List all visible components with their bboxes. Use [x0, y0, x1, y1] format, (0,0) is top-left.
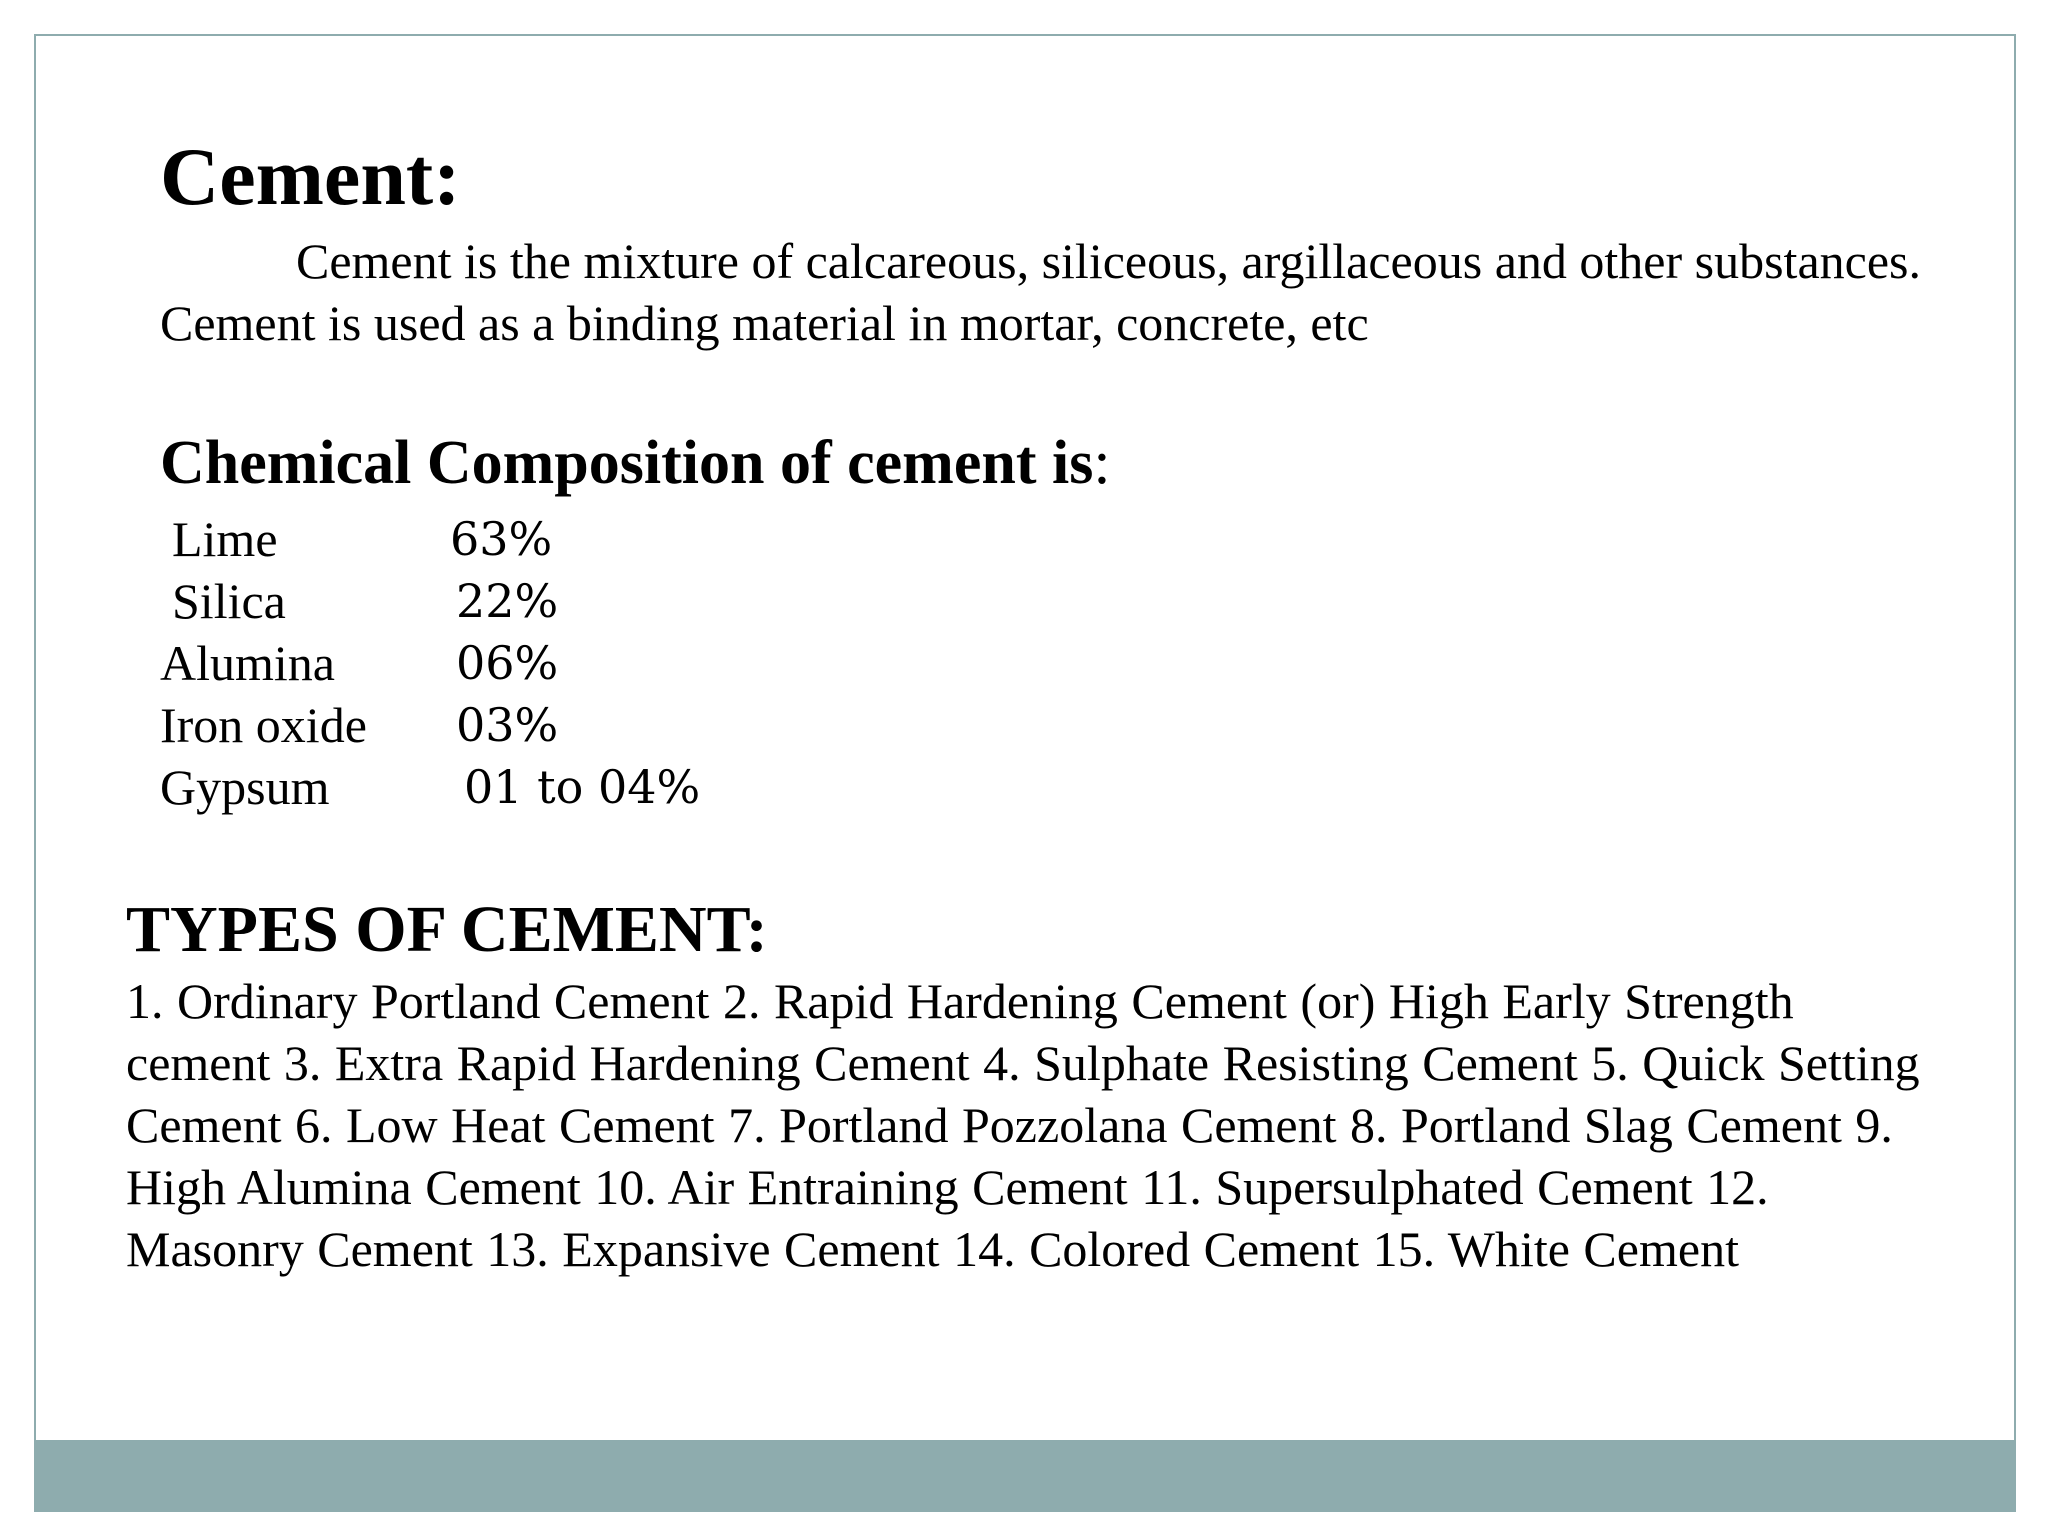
slide-frame [34, 34, 2016, 1512]
footer-bar [36, 1440, 2014, 1510]
composition-name: Iron oxide [160, 697, 367, 753]
composition-list [160, 508, 700, 818]
composition-row-alumina [160, 632, 700, 694]
composition-value: 06% [456, 636, 559, 690]
composition-name: Gypsum [160, 759, 330, 815]
composition-row-silica [160, 570, 700, 632]
composition-row-gypsum [160, 756, 700, 818]
composition-name: Lime [172, 511, 278, 567]
types-list-paragraph: 1. Ordinary Portland Cement 2. Rapid Hardening Cement (or) High Early Strength cement 3. Extra Rapid Hardening Cement 4. Sulphate Resisting Cement 5. Quick Setting Cement 6. Low Heat Cement 7. Portland Pozzolana Cement 8. Portland Slag Cement 9. High Alumina Cement 10. Air Entraining Cement 11. Supersulphated Cement 12. Masonry Cement 13. Expansive Cement 14. Colored Cement 15. White Cement [126, 973, 1920, 1277]
composition-value: 22% [456, 574, 559, 628]
composition-value: 63% [450, 512, 553, 566]
composition-heading-text: Chemical Composition of cement is [160, 429, 1094, 497]
composition-name: Silica [172, 573, 286, 629]
cement-heading: Cement: [160, 131, 461, 222]
composition-value: 03% [456, 698, 559, 752]
composition-heading-colon: : [1093, 429, 1111, 497]
composition-value: 01 to 04% [464, 760, 701, 814]
composition-name: Alumina [160, 635, 335, 691]
composition-heading [160, 428, 1111, 499]
composition-row-iron-oxide [160, 694, 700, 756]
cement-definition-paragraph: Cement is the mixture of calcareous, siliceous, argillaceous and other substances. Cement is used as a binding material in mortar, concrete, etc [160, 233, 1921, 351]
types-heading: TYPES OF CEMENT: [126, 893, 768, 966]
composition-row-lime [160, 508, 700, 570]
